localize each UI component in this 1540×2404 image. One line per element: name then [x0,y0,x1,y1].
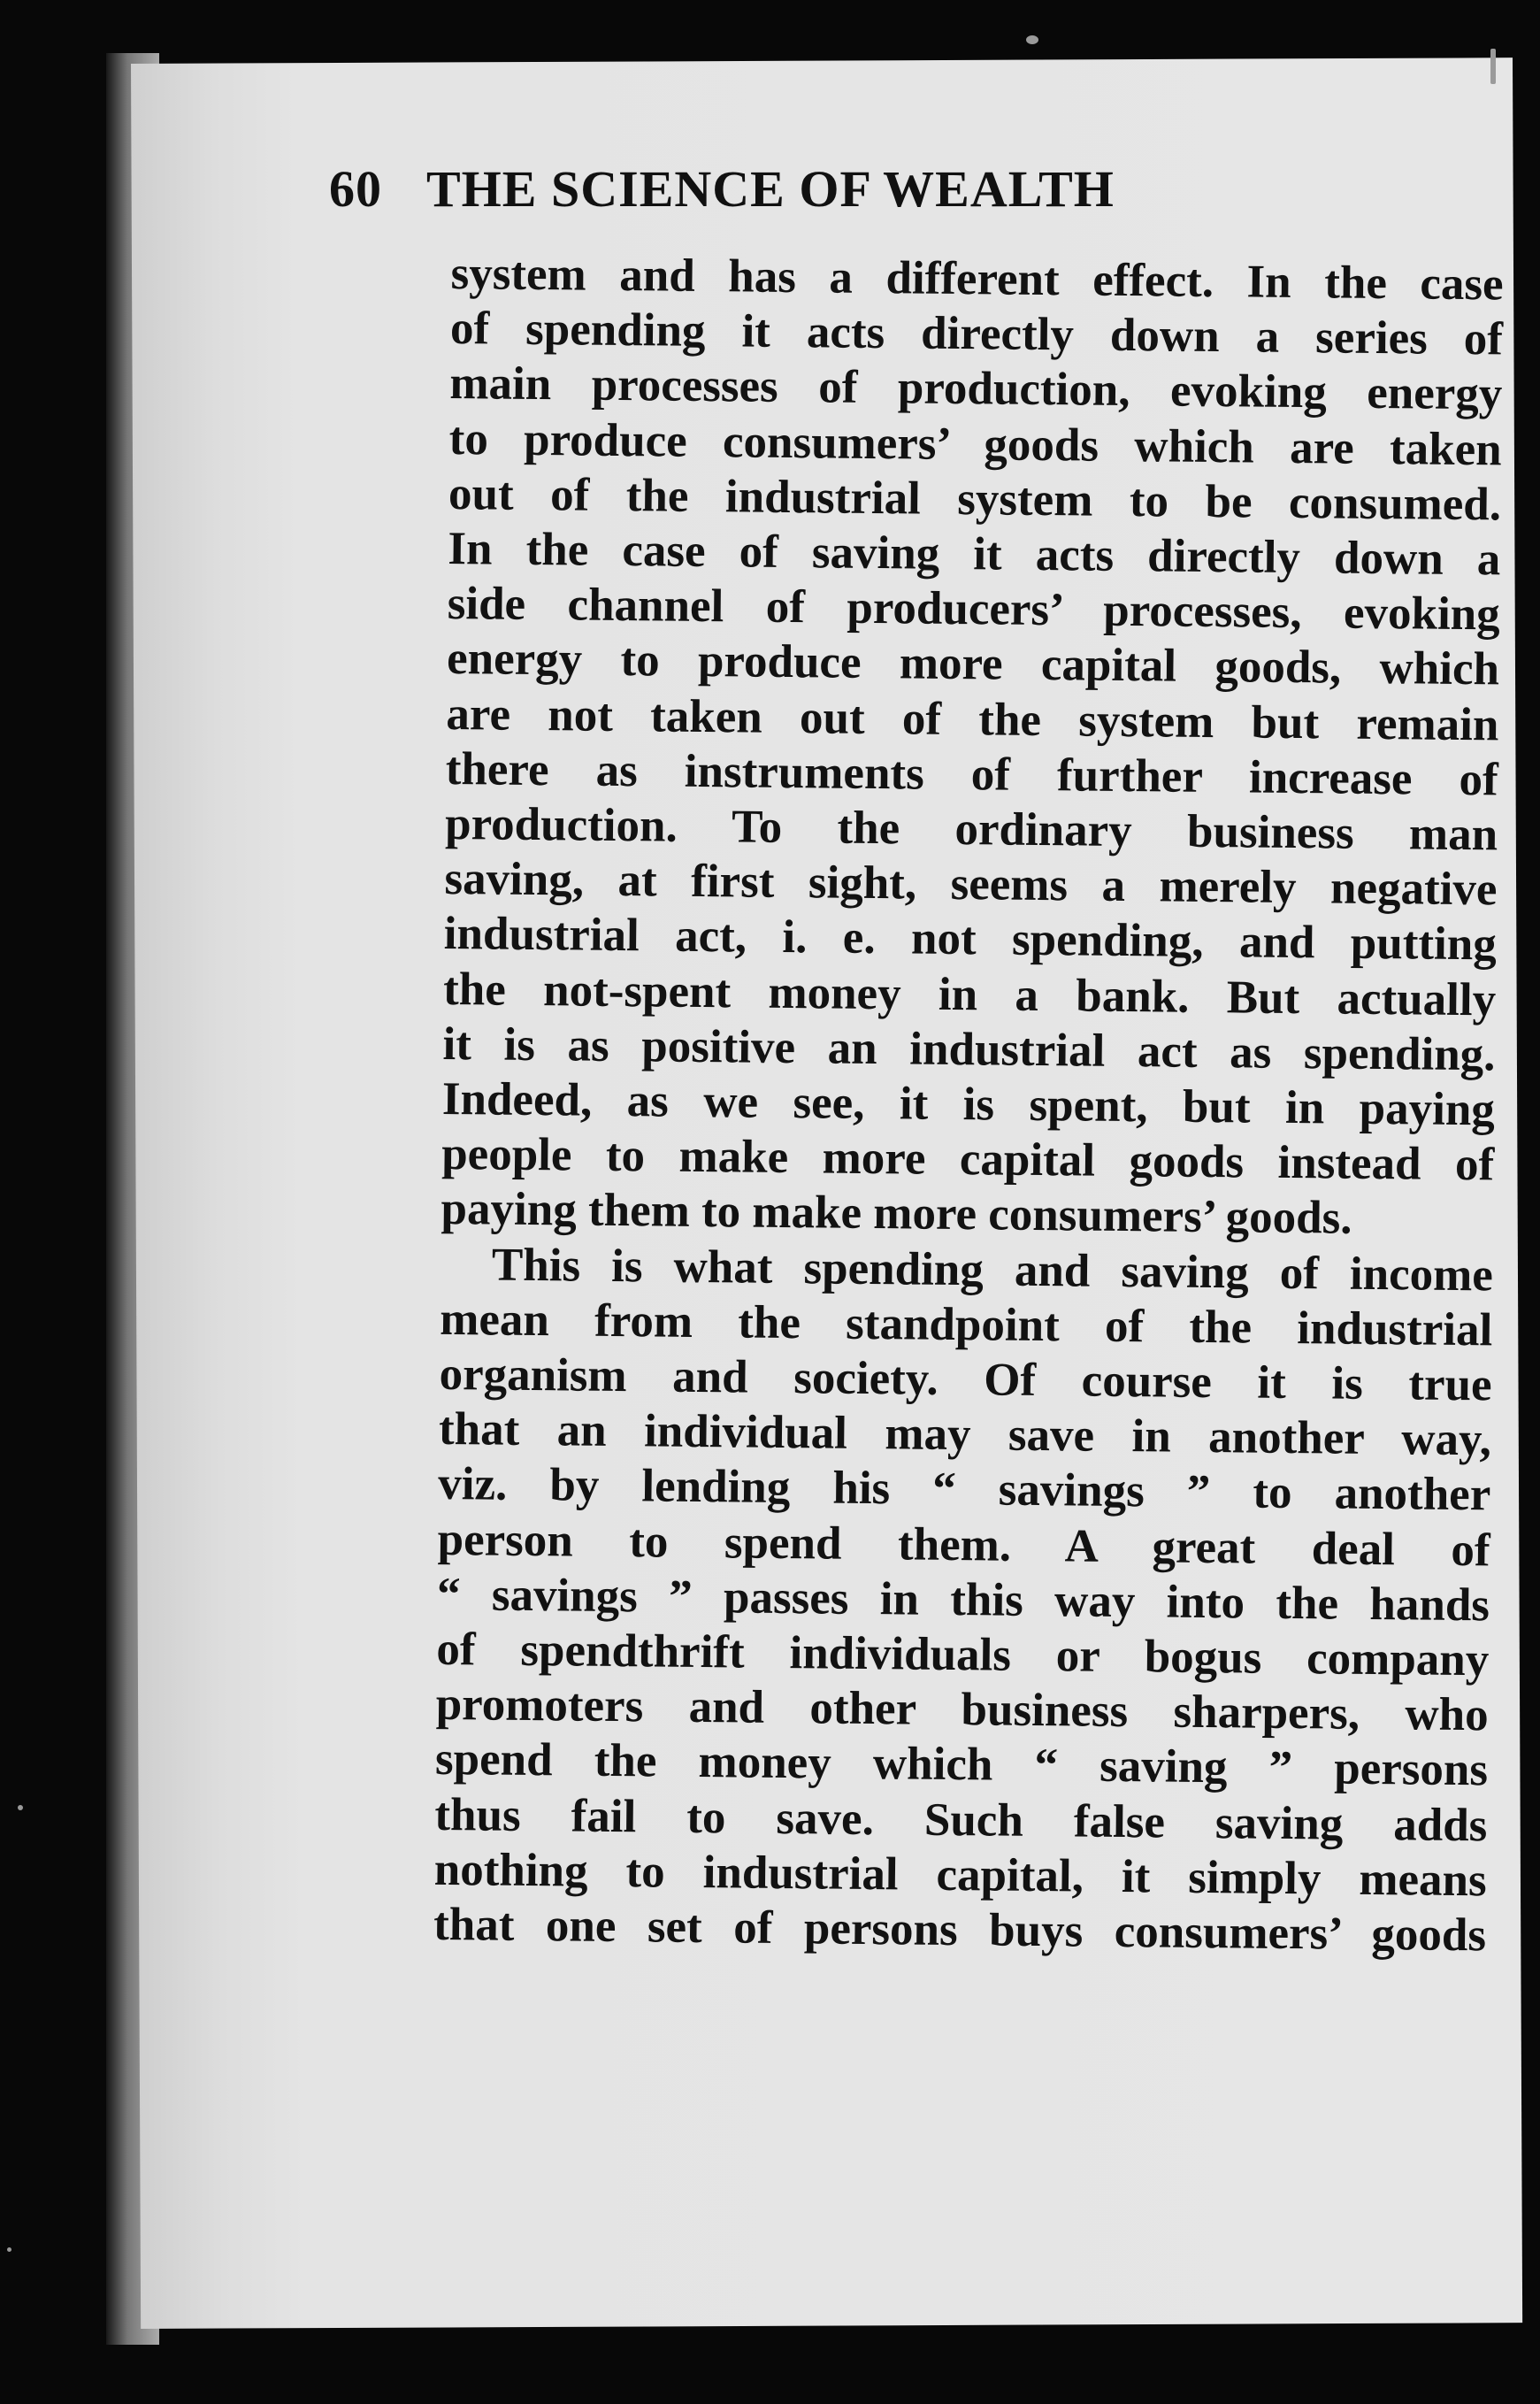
text-line: thus fail to save. Such false saving adds [434,1788,1488,1852]
paragraph-first-line: This is what spending and saving of income [491,1239,1494,1302]
scan-speck [1026,35,1038,44]
body-text [433,246,1504,1963]
text-line: people to make more capital goods instead of [441,1128,1495,1191]
text-line: mean from the standpoint of the industrial [439,1293,1493,1356]
text-line: energy to produce more capital goods, which [446,633,1500,695]
text-line: In the case of saving it acts directly down a [448,522,1501,586]
scan-speck [1490,49,1496,84]
text-line: production. To the ordinary business man [444,797,1498,861]
text-line: system and has a different effect. In the case [450,247,1504,311]
text-line: the not-spent money in a bank. But actually [442,963,1497,1026]
text-line: spend the money which “ saving ” persons [434,1733,1489,1796]
text-line: nothing to industrial capital, it simply means [433,1843,1488,1907]
text-line: of spending it acts directly down a series of [449,303,1504,365]
text-line: saving, at first sight, seems a merely negative [444,853,1498,916]
text-line: Indeed, as we see, it is spent, but in paying [441,1072,1496,1136]
text-line: side channel of producers’ processes, evoking [447,578,1501,641]
page-number: 60 [329,160,382,218]
text-line: that one set of persons buys consumers’ goods [433,1898,1487,1962]
text-line: there as instruments of further increase of [445,742,1499,806]
text-line: main processes of production, evoking energy [449,357,1503,420]
running-head [329,160,1373,218]
text-line: organism and society. Of course it is true [439,1348,1492,1411]
text-line: it is as positive an industrial act as spending. [442,1018,1496,1081]
scan-speck [18,1805,23,1810]
text-line: paying them to make more consumers’ goods. [441,1183,1352,1245]
text-line: “ savings ” passes in this way into the hands [436,1568,1490,1632]
text-line: industrial act, i. e. not spending, and putting [443,908,1498,971]
text-line: promoters and other business sharpers, who [435,1678,1489,1741]
text-line: that an individual may save in another way, [438,1403,1492,1466]
scan-speck [7,2247,11,2252]
text-line: to produce consumers’ goods which are taken [448,412,1502,476]
text-line: out of the industrial system to be consumed. [448,467,1502,531]
text-line: are not taken out of the system but remain [446,687,1499,751]
running-title: THE SCIENCE OF WEALTH [426,160,1115,218]
text-line: viz. by lending his “ savings ” to another [438,1458,1491,1521]
text-line: person to spend them. A great deal of [437,1513,1490,1577]
text-line: of spendthrift individuals or bogus company [436,1623,1490,1686]
